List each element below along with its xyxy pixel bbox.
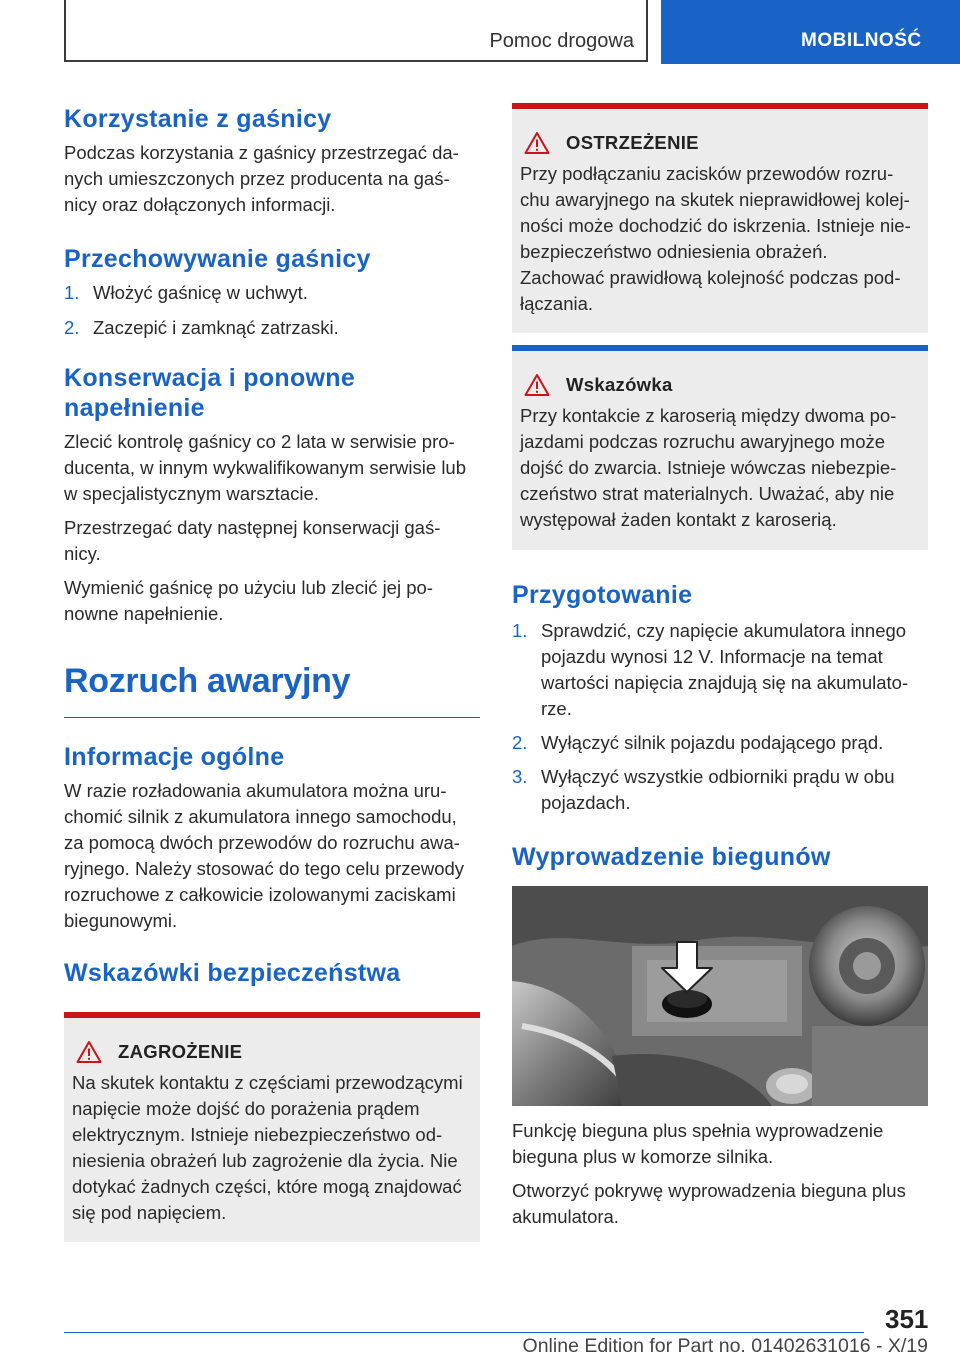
paragraph-use-extinguisher: Podczas korzystania z gaśnicy przestrzegać da- nych umieszczonych przez producenta na gaś- nicy oraz dołączonych informacji. bbox=[64, 142, 459, 215]
heading-terminals: Wyprowadzenie biegunów bbox=[512, 843, 831, 871]
step-number: 3. bbox=[512, 766, 528, 787]
warning-text: Przy podłączaniu zacisków przewodów rozru- chu awaryjnego na skutek nieprawidłowej kolej- ności może dochodzić do iskrzenia. Istnieje nie- bezpieczeństwo odniesienia obrażeń. Zachować prawidłową kolejność podczas pod- łączania. bbox=[520, 163, 911, 314]
footer-divider bbox=[64, 1332, 864, 1333]
heading-general-info: Informacje ogólne bbox=[64, 743, 285, 771]
danger-notice bbox=[64, 1012, 480, 1242]
step-text: Sprawdzić, czy napięcie akumulatora innego pojazdu wynosi 12 V. Informacje na temat wartości napięcia znajdują się na akumulato- rze. bbox=[541, 620, 909, 719]
warning-notice bbox=[512, 103, 928, 333]
list-item bbox=[64, 315, 480, 341]
warning-triangle-icon bbox=[76, 1040, 102, 1064]
heading-preparation: Przygotowanie bbox=[512, 581, 693, 609]
list-item bbox=[64, 280, 480, 306]
paragraph-terminal-1: Funkcję bieguna plus spełnia wyprowadzenie bieguna plus w komorze silnika. bbox=[512, 1120, 884, 1167]
note-title: Wskazówka bbox=[566, 374, 673, 395]
danger-title: ZAGROŻENIE bbox=[118, 1041, 243, 1062]
step-number: 1. bbox=[64, 282, 80, 303]
heading-safety-notes: Wskazówki bezpieczeństwa bbox=[64, 959, 401, 987]
paragraph-general-info: W razie rozładowania akumulatora można uru- chomić silnik z akumulatora innego samochodu, za pomocą dwóch przewodów do rozruchu awa- ryjnego. Należy stosować do tego celu przewody rozruchowe z całkowicie izolowanymi zaciskami biegunowymi. bbox=[64, 780, 465, 931]
paragraph-maintenance-1: Zlecić kontrolę gaśnicy co 2 lata w serwisie pro- ducenta, w innym wykwalifikowanym serwisie lub w specjalistycznym warsztacie. bbox=[64, 431, 467, 504]
step-text: Wyłączyć silnik pojazdu podającego prąd. bbox=[541, 732, 884, 753]
page-number: 351 bbox=[885, 1304, 929, 1334]
step-text: Włożyć gaśnicę w uchwyt. bbox=[93, 282, 308, 303]
footer-edition: Online Edition for Part no. 01402631016 - X/19 bbox=[522, 1335, 928, 1357]
left-column bbox=[64, 100, 480, 1242]
step-text: Wyłączyć wszystkie odbiorniki prądu w obu pojazdach. bbox=[541, 766, 895, 813]
warning-triangle-icon bbox=[524, 373, 550, 397]
step-number: 2. bbox=[64, 317, 80, 338]
list-item bbox=[512, 618, 928, 722]
heading-jump-start: Rozruch awaryjny bbox=[64, 662, 351, 700]
heading-use-extinguisher: Korzystanie z gaśnicy bbox=[64, 105, 332, 133]
list-item bbox=[512, 764, 928, 816]
paragraph-maintenance-2: Przestrzegać daty następnej konserwacji gaś- nicy. bbox=[64, 517, 441, 564]
heading-underline bbox=[64, 717, 480, 718]
note-notice bbox=[512, 345, 928, 550]
warning-title: OSTRZEŻENIE bbox=[566, 132, 699, 153]
step-number: 2. bbox=[512, 732, 528, 753]
preparation-steps-list bbox=[512, 618, 928, 816]
right-column bbox=[512, 103, 928, 1230]
step-number: 1. bbox=[512, 620, 528, 641]
heading-store-extinguisher: Przechowywanie gaśnicy bbox=[64, 245, 371, 273]
paragraph-maintenance-3: Wymienić gaśnicę po użyciu lub zlecić jej po- nowne napełnienie. bbox=[64, 577, 433, 624]
heading-maintenance: Konserwacja i ponowne napełnienie bbox=[64, 364, 356, 422]
warning-triangle-icon bbox=[524, 131, 550, 155]
header-chapter-tab[interactable]: MOBILNOŚĆ bbox=[661, 0, 960, 64]
step-text: Zaczepić i zamknąć zatrzaski. bbox=[93, 317, 339, 338]
danger-text: Na skutek kontaktu z częściami przewodzącymi napięcie może dojść do porażenia prądem elektrycznym. Istnieje niebezpieczeństwo od- niesienia obrażeń lub zagrożenie dla życia. Nie dotykać żadnych części, które mogą znajdować się pod napięciem. bbox=[72, 1072, 463, 1223]
list-item bbox=[512, 730, 928, 756]
header-section-title: Pomoc drogowa bbox=[489, 30, 634, 52]
note-text: Przy kontakcie z karoserią między dwoma po- jazdami podczas rozruchu awaryjnego może dojść do zwarcia. Istnieje wówczas niebezpie- czeństwo strat materialnych. Uważać, aby nie występował żaden kontakt z karoserią. bbox=[520, 405, 897, 530]
engine-bay-photo bbox=[512, 886, 928, 1106]
paragraph-terminal-2: Otworzyć pokrywę wyprowadzenia bieguna plus akumulatora. bbox=[512, 1180, 906, 1227]
store-steps-list bbox=[64, 280, 480, 341]
